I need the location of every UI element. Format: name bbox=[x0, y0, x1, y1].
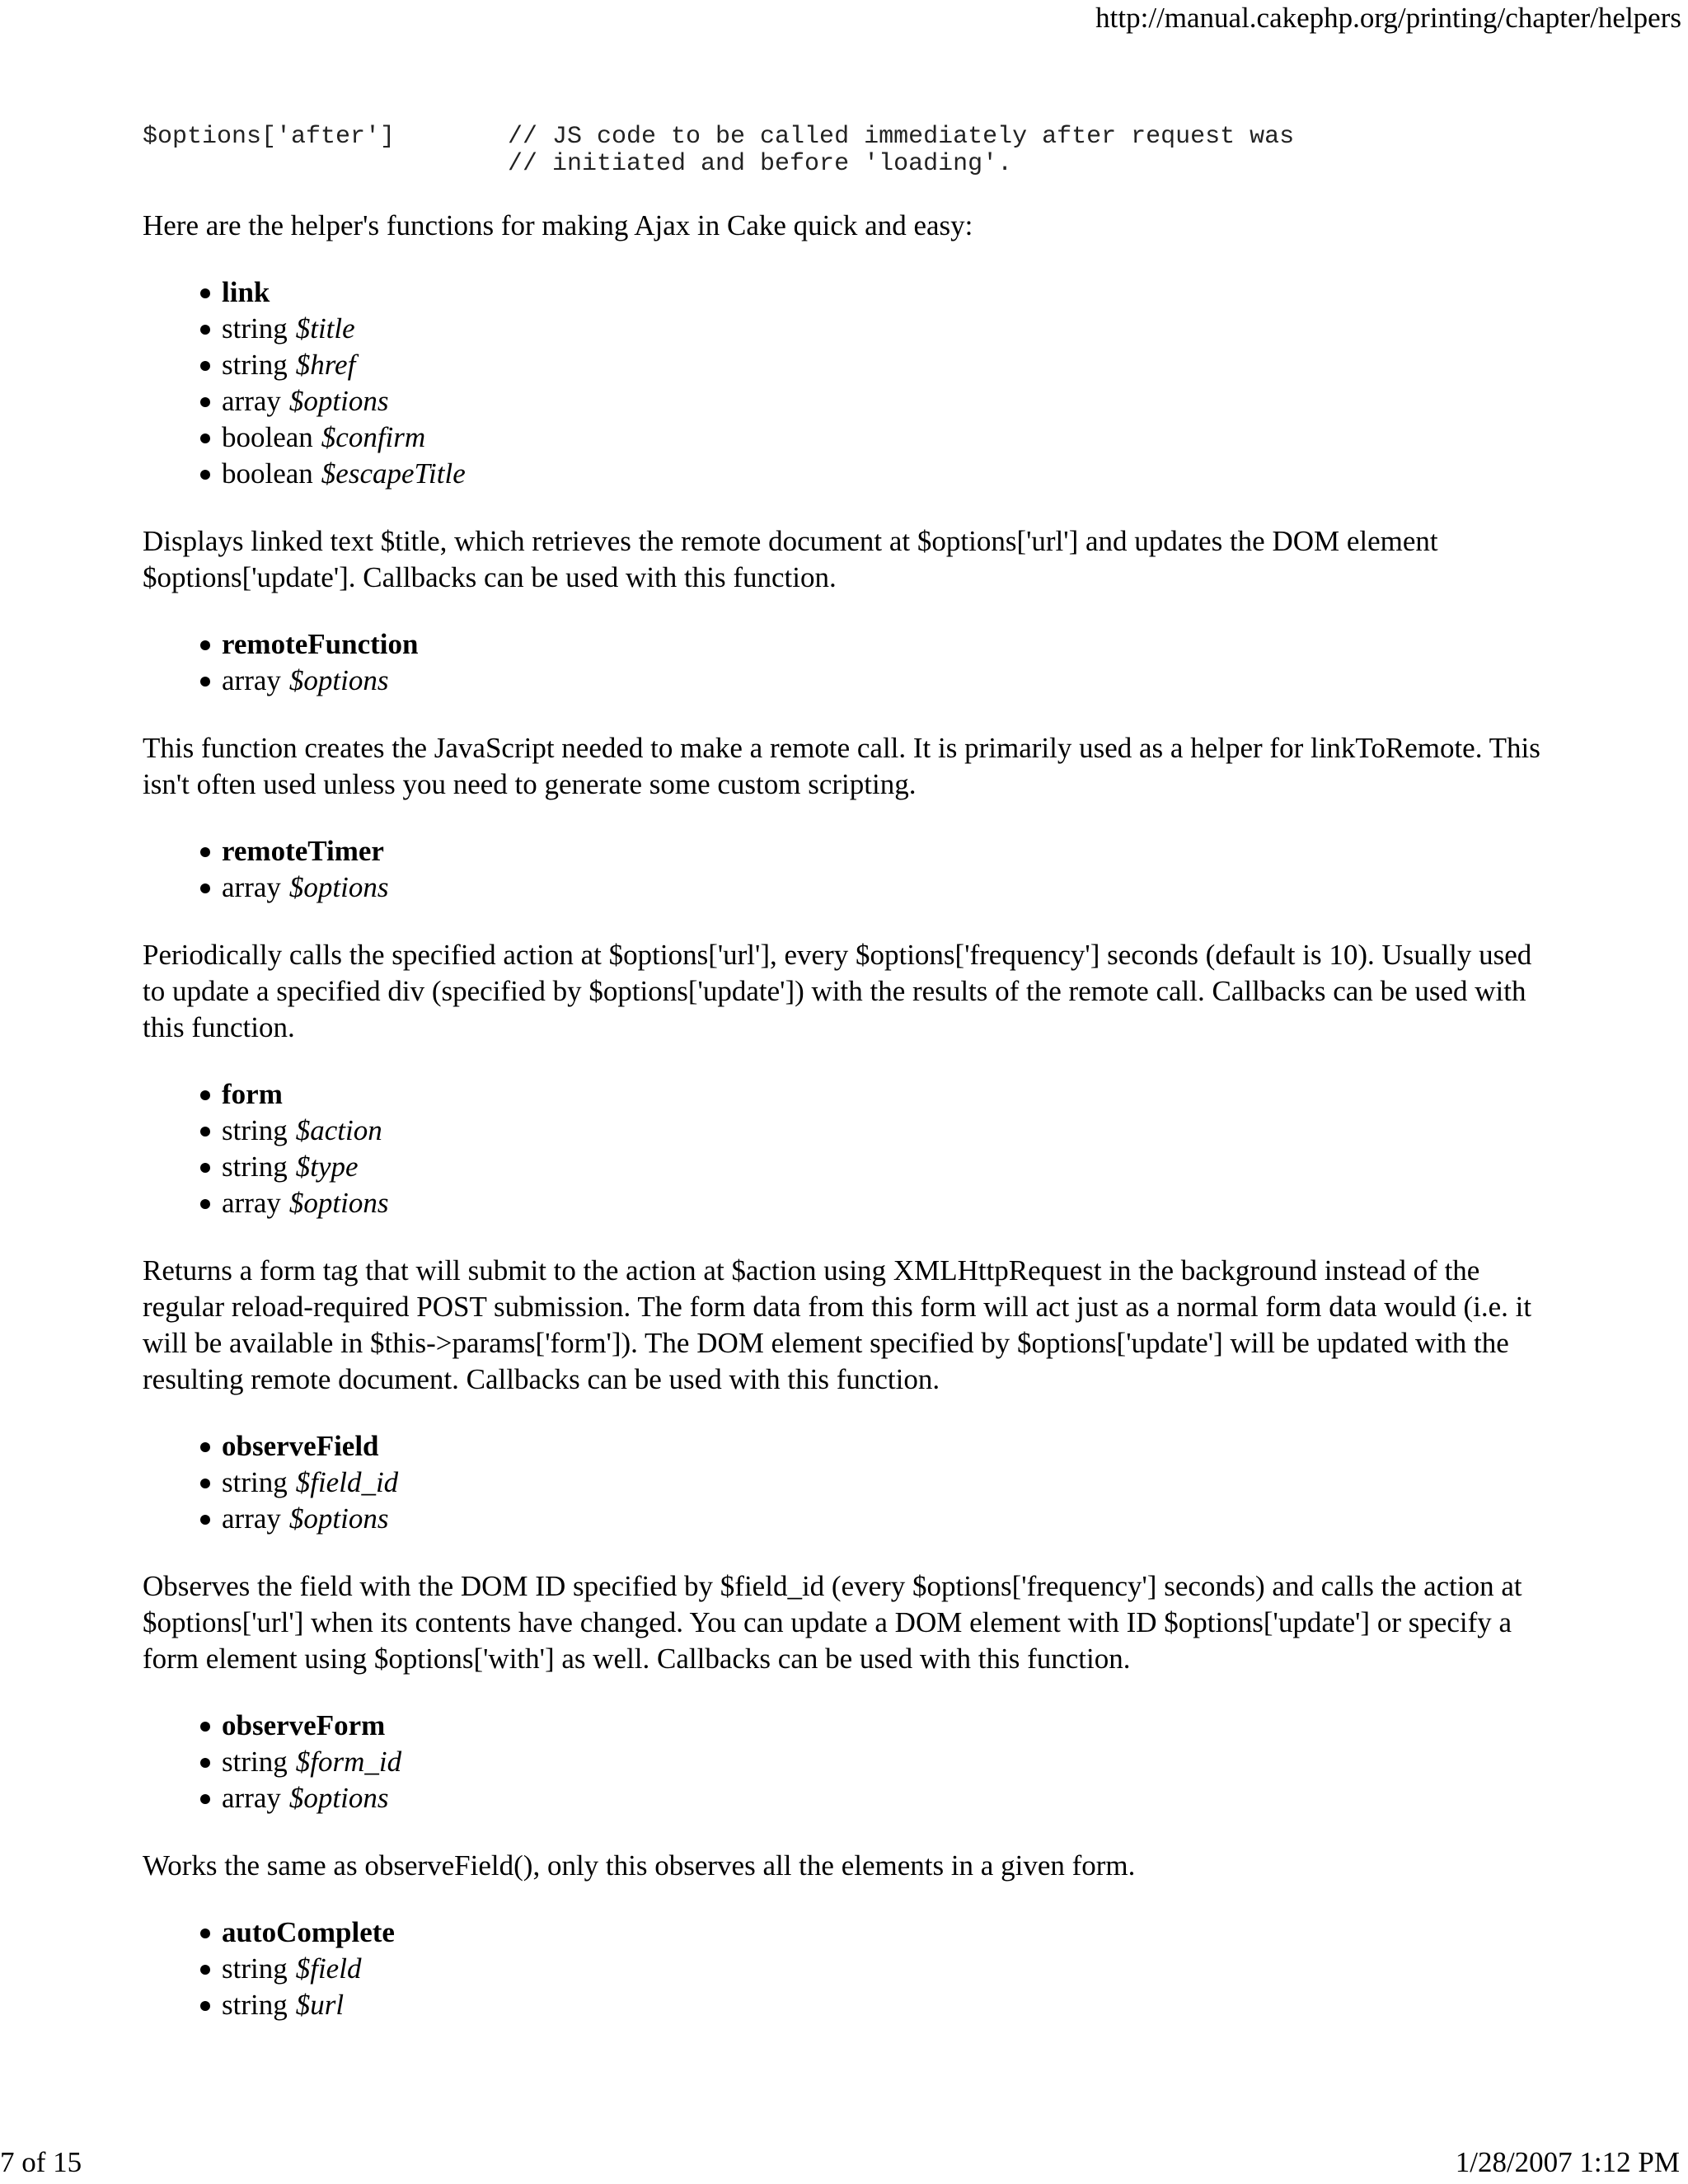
param-item bbox=[222, 1501, 1560, 1537]
param-name: $escapeTitle bbox=[321, 457, 466, 490]
function-name-text: form bbox=[222, 1078, 283, 1110]
param-item bbox=[222, 456, 1560, 492]
function-name bbox=[222, 1076, 1560, 1113]
param-name: $form_id bbox=[295, 1746, 402, 1778]
function-description: This function creates the JavaScript needed to make a remote call. It is primarily used as a helper for linkToRemote. This isn't often used unless you need to generate some custom scripting. bbox=[143, 732, 1540, 800]
param-type: string bbox=[222, 1952, 288, 1985]
param-name: $options bbox=[288, 1782, 389, 1814]
intro-paragraph: Here are the helper's functions for making Ajax in Cake quick and easy: bbox=[143, 209, 973, 241]
param-item bbox=[222, 1149, 1560, 1185]
param-name: $href bbox=[295, 349, 356, 381]
param-type: string bbox=[222, 1151, 288, 1183]
code-key bbox=[143, 151, 508, 178]
function-name-text: remoteTimer bbox=[222, 835, 384, 867]
param-name: $type bbox=[295, 1151, 359, 1183]
param-name: $options bbox=[288, 1187, 389, 1219]
function-name bbox=[222, 1915, 1560, 1951]
param-item bbox=[222, 1113, 1560, 1149]
param-item bbox=[222, 311, 1560, 347]
param-item bbox=[222, 347, 1560, 383]
param-type: boolean bbox=[222, 421, 313, 453]
param-item bbox=[222, 1465, 1560, 1501]
function-description: Displays linked text $title, which retrieves the remote document at $options['url'] and updates the DOM element $options['update']. Callbacks can be used with this function. bbox=[143, 525, 1438, 593]
param-type: string bbox=[222, 1466, 288, 1498]
param-type: boolean bbox=[222, 457, 313, 490]
code-comment: // JS code to be called immediately after request was bbox=[508, 123, 1295, 151]
param-name: $options bbox=[288, 871, 389, 903]
function-description: Periodically calls the specified action at $options['url'], every $options['frequency'] seconds (default is 10). Usually used to update a specified div (specified by $options['update']) with the results of the remote call. Callbacks can be used with this function. bbox=[143, 939, 1532, 1043]
param-name: $url bbox=[295, 1989, 345, 2021]
function-name bbox=[222, 1708, 1560, 1744]
code-line bbox=[143, 124, 1560, 151]
function-observeform-list bbox=[143, 1708, 1560, 1816]
param-item bbox=[222, 869, 1560, 906]
function-name-text: link bbox=[222, 276, 270, 308]
code-line bbox=[143, 151, 1560, 178]
param-name: $options bbox=[288, 1502, 389, 1535]
function-remotefunction-list bbox=[143, 626, 1560, 699]
param-name: $confirm bbox=[321, 421, 426, 453]
param-item bbox=[222, 1744, 1560, 1780]
param-type: string bbox=[222, 349, 288, 381]
param-item bbox=[222, 663, 1560, 699]
param-type: array bbox=[222, 664, 281, 696]
function-form-list bbox=[143, 1076, 1560, 1221]
page-url: http://manual.cakephp.org/printing/chapter/helpers bbox=[1095, 2, 1681, 34]
code-comment: // initiated and before 'loading'. bbox=[508, 150, 1013, 178]
param-item bbox=[222, 383, 1560, 419]
document-content bbox=[143, 124, 1560, 2055]
function-autocomplete-list bbox=[143, 1915, 1560, 2023]
print-datetime: 1/28/2007 1:12 PM bbox=[1455, 2146, 1680, 2178]
function-name bbox=[222, 1428, 1560, 1465]
param-name: $title bbox=[295, 312, 355, 344]
param-item bbox=[222, 1185, 1560, 1221]
function-link-list bbox=[143, 274, 1560, 492]
param-name: $field bbox=[295, 1952, 362, 1985]
param-type: array bbox=[222, 1502, 281, 1535]
param-type: string bbox=[222, 1989, 288, 2021]
param-name: $options bbox=[288, 664, 389, 696]
function-name-text: observeField bbox=[222, 1430, 379, 1462]
function-name bbox=[222, 626, 1560, 663]
code-block bbox=[143, 124, 1560, 178]
function-observefield-list bbox=[143, 1428, 1560, 1537]
param-type: array bbox=[222, 1782, 281, 1814]
param-type: array bbox=[222, 385, 281, 417]
function-description: Returns a form tag that will submit to the action at $action using XMLHttpRequest in the background instead of the regular reload-required POST submission. The form data from this form will act just as a normal form data would (i.e. it will be available in $this->params['form']). The DOM element specified by $options['update'] will be updated with the resulting remote document. Callbacks can be used with this function. bbox=[143, 1254, 1532, 1395]
param-type: string bbox=[222, 1114, 288, 1146]
function-name bbox=[222, 833, 1560, 869]
param-item bbox=[222, 1987, 1560, 2023]
param-name: $options bbox=[288, 385, 389, 417]
function-remotetimer-list bbox=[143, 833, 1560, 906]
param-type: string bbox=[222, 312, 288, 344]
param-item bbox=[222, 1951, 1560, 1987]
param-item bbox=[222, 419, 1560, 456]
function-name-text: remoteFunction bbox=[222, 628, 419, 660]
param-name: $field_id bbox=[295, 1466, 399, 1498]
param-name: $action bbox=[295, 1114, 382, 1146]
function-name-text: observeForm bbox=[222, 1709, 386, 1741]
function-name-text: autoComplete bbox=[222, 1916, 395, 1948]
param-type: array bbox=[222, 1187, 281, 1219]
param-type: string bbox=[222, 1746, 288, 1778]
page-number: 7 of 15 bbox=[0, 2146, 82, 2178]
function-name bbox=[222, 274, 1560, 311]
param-item bbox=[222, 1780, 1560, 1816]
code-key: $options['after'] bbox=[143, 123, 396, 151]
param-type: array bbox=[222, 871, 281, 903]
function-description: Observes the field with the DOM ID specified by $field_id (every $options['frequency'] seconds) and calls the action at $options['url'] when its contents have changed. You can update a DOM element with ID $options['update'] or specify a form element using $options['with'] as well. Callbacks can be used with this function. bbox=[143, 1570, 1522, 1675]
function-description: Works the same as observeField(), only this observes all the elements in a given form. bbox=[143, 1849, 1136, 1882]
